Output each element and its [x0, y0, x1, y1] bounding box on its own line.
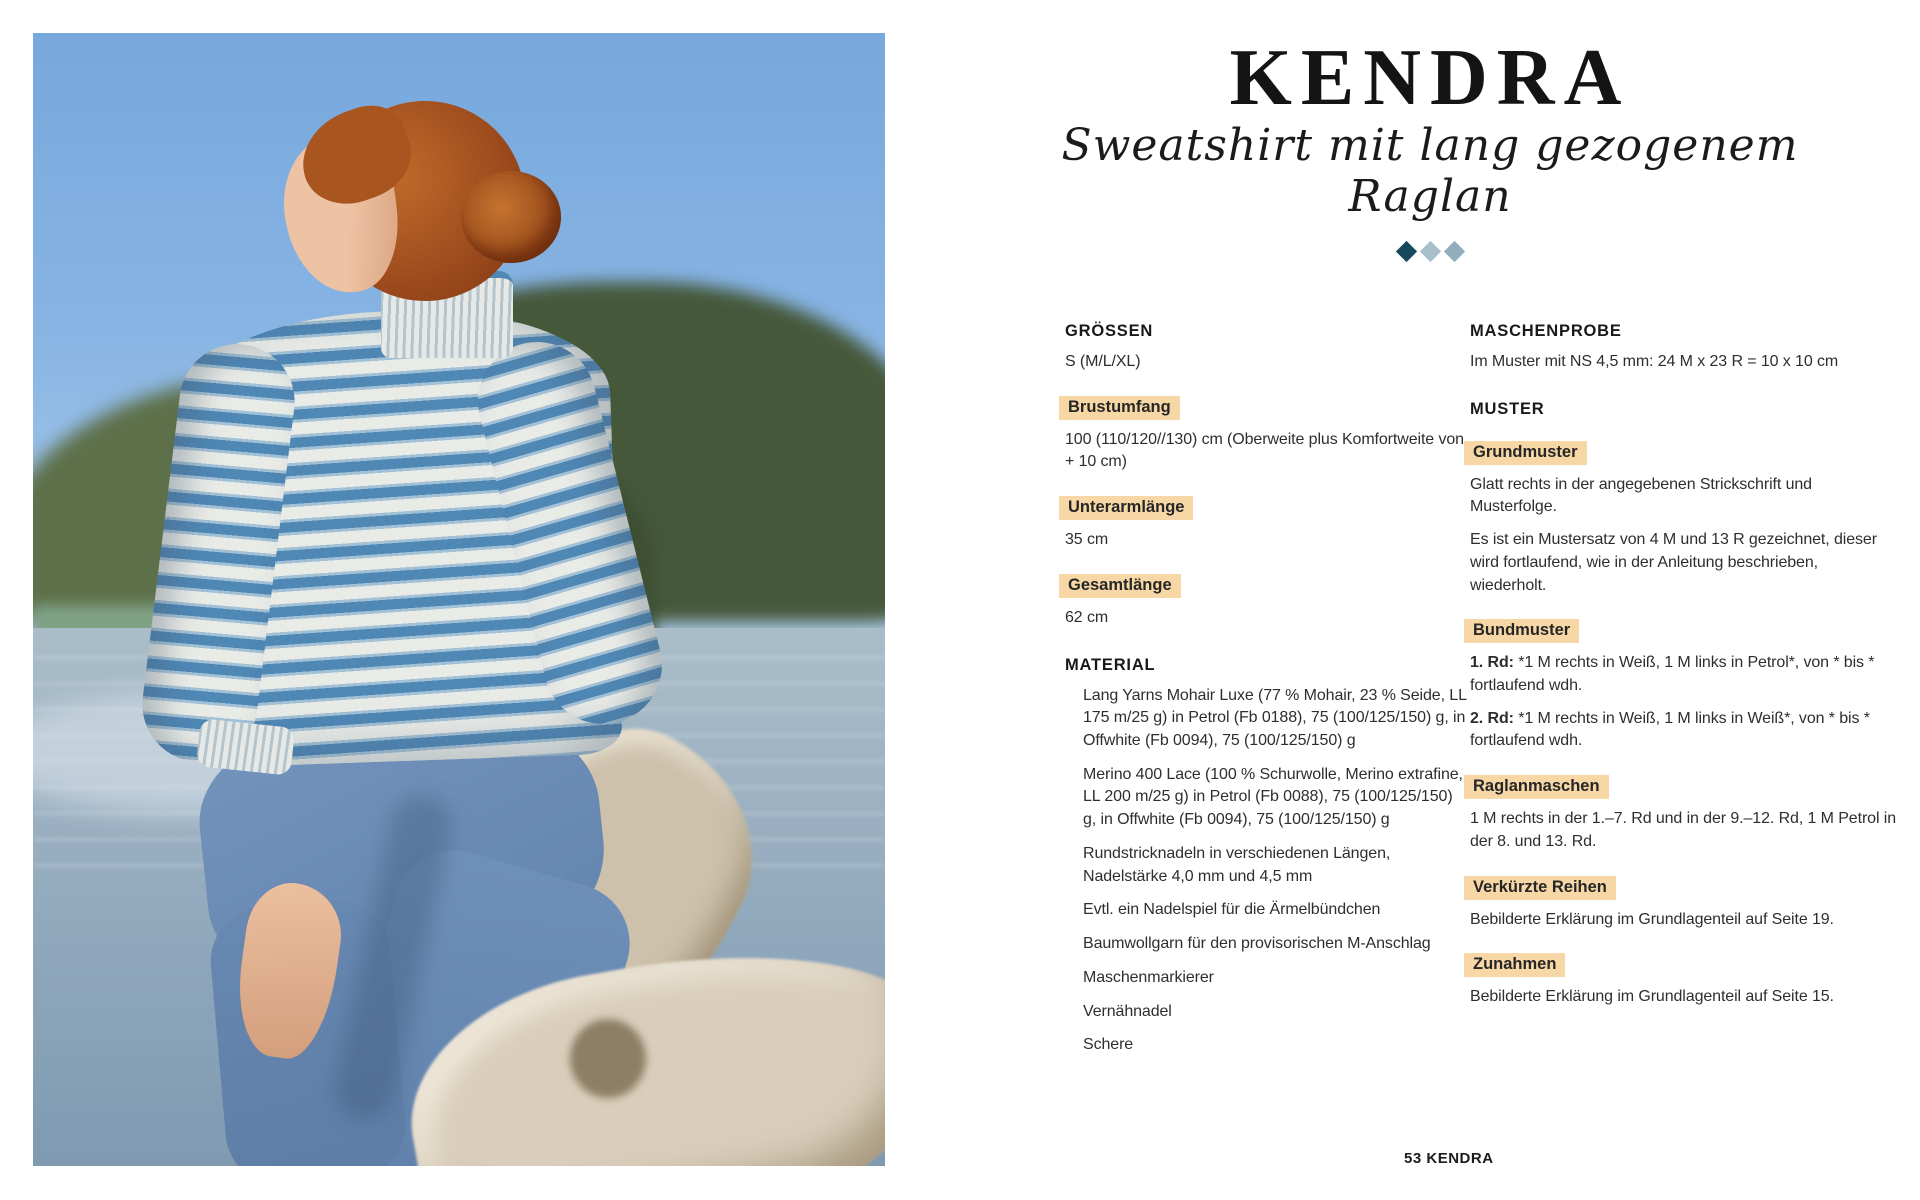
total-length-label: Gesamtlänge	[1059, 574, 1181, 598]
material-item: Lang Yarns Mohair Luxe (77 % Mohair, 23 % Seide, LL 175 m/25 g) in Petrol (Fb 0188), 75 (100/125/150) g, in Offwhite (Fb 0094), 75 (100/125/150) g	[1083, 686, 1467, 750]
pattern-info-column-right	[1470, 322, 1898, 1019]
material-item: Schere	[1083, 1036, 1134, 1054]
material-item: Merino 400 Lace (100 % Schurwolle, Merino extrafine, LL 200 m/25 g) in Petrol (Fb 0088), 75 (100/125/150) g, in Offwhite (Fb 0094), 75 (100/125/150) g	[1083, 765, 1463, 829]
page-number	[1404, 1150, 1494, 1167]
photo-model-hair-bun	[461, 171, 561, 263]
increases-label: Zunahmen	[1464, 953, 1565, 977]
photo-driftwood-knot	[570, 1019, 647, 1098]
base-pattern-text: Glatt rechts in der angegebenen Strickschrift und Musterfolge.	[1470, 475, 1812, 516]
sizes-heading: GRÖSSEN	[1065, 322, 1154, 340]
round-label: 2. Rd:	[1470, 709, 1514, 727]
pattern-title-block	[1000, 34, 1860, 259]
gauge-heading: MASCHENPROBE	[1470, 322, 1622, 340]
increases-text: Bebilderte Erklärung im Grundlagenteil auf Seite 15.	[1470, 988, 1834, 1006]
raglan-stitches-label: Raglanmaschen	[1464, 775, 1609, 799]
base-pattern-text: Es ist ein Mustersatz von 4 M und 13 R gezeichnet, dieser wird fortlaufend, wie in der Anleitung beschrieben, wiederholt.	[1470, 531, 1877, 594]
round-label: 1. Rd:	[1470, 654, 1514, 672]
chapter-name: KENDRA	[1426, 1150, 1494, 1167]
sizes-value: S (M/L/XL)	[1065, 353, 1141, 370]
material-item: Evtl. ein Nadelspiel für die Ärmelbündchen	[1083, 901, 1381, 919]
difficulty-diamond-icon	[1395, 241, 1416, 262]
pattern-subtitle: Sweatshirt mit lang gezogenem Raglan	[1061, 120, 1799, 222]
round-text: *1 M rechts in Weiß, 1 M links in Weiß*, von * bis * fortlaufend wdh.	[1470, 709, 1870, 750]
raglan-stitches-text: 1 M rechts in der 1.–7. Rd und in der 9.–12. Rd, 1 M Petrol in der 8. und 13. Rd.	[1470, 810, 1897, 850]
base-pattern-label: Grundmuster	[1464, 441, 1587, 465]
material-item: Vernähnadel	[1083, 1002, 1172, 1020]
short-rows-label: Verkürzte Reihen	[1464, 876, 1616, 900]
difficulty-rating	[1000, 244, 1860, 259]
pattern-info-column-left	[1065, 322, 1467, 1068]
material-list	[1083, 685, 1467, 1057]
short-rows-text: Bebilderte Erklärung im Grundlagenteil auf Seite 19.	[1470, 910, 1834, 928]
difficulty-diamond-icon	[1419, 241, 1440, 262]
pattern-title: KENDRA	[1229, 34, 1631, 122]
ribbing-round-1	[1470, 652, 1898, 697]
total-length-value: 62 cm	[1065, 608, 1109, 626]
difficulty-diamond-icon	[1443, 241, 1464, 262]
material-heading: MATERIAL	[1065, 655, 1156, 674]
model-photo	[33, 33, 885, 1166]
underarm-length-label: Unterarmlänge	[1059, 496, 1193, 520]
material-item: Maschenmarkierer	[1083, 968, 1214, 986]
gauge-value: Im Muster mit NS 4,5 mm: 24 M x 23 R = 10 x 10 cm	[1470, 353, 1839, 370]
chest-width-label: Brustumfang	[1059, 396, 1180, 420]
material-item: Baumwollgarn für den provisorischen M-Anschlag	[1083, 935, 1431, 953]
ribbing-pattern-label: Bundmuster	[1464, 619, 1579, 643]
ribbing-round-2	[1470, 708, 1898, 753]
page-number-value: 53	[1404, 1150, 1422, 1167]
pattern-section-heading: MUSTER	[1470, 399, 1545, 418]
chest-width-value: 100 (110/120//130) cm (Oberweite plus Komfortweite von + 10 cm)	[1065, 430, 1464, 471]
photo-model-sweater-cuff	[196, 718, 295, 776]
round-text: *1 M rechts in Weiß, 1 M links in Petrol*, von * bis * fortlaufend wdh.	[1470, 654, 1875, 695]
material-item: Rundstricknadeln in verschiedenen Längen, Nadelstärke 4,0 mm und 4,5 mm	[1083, 844, 1391, 885]
underarm-length-value: 35 cm	[1065, 531, 1109, 549]
